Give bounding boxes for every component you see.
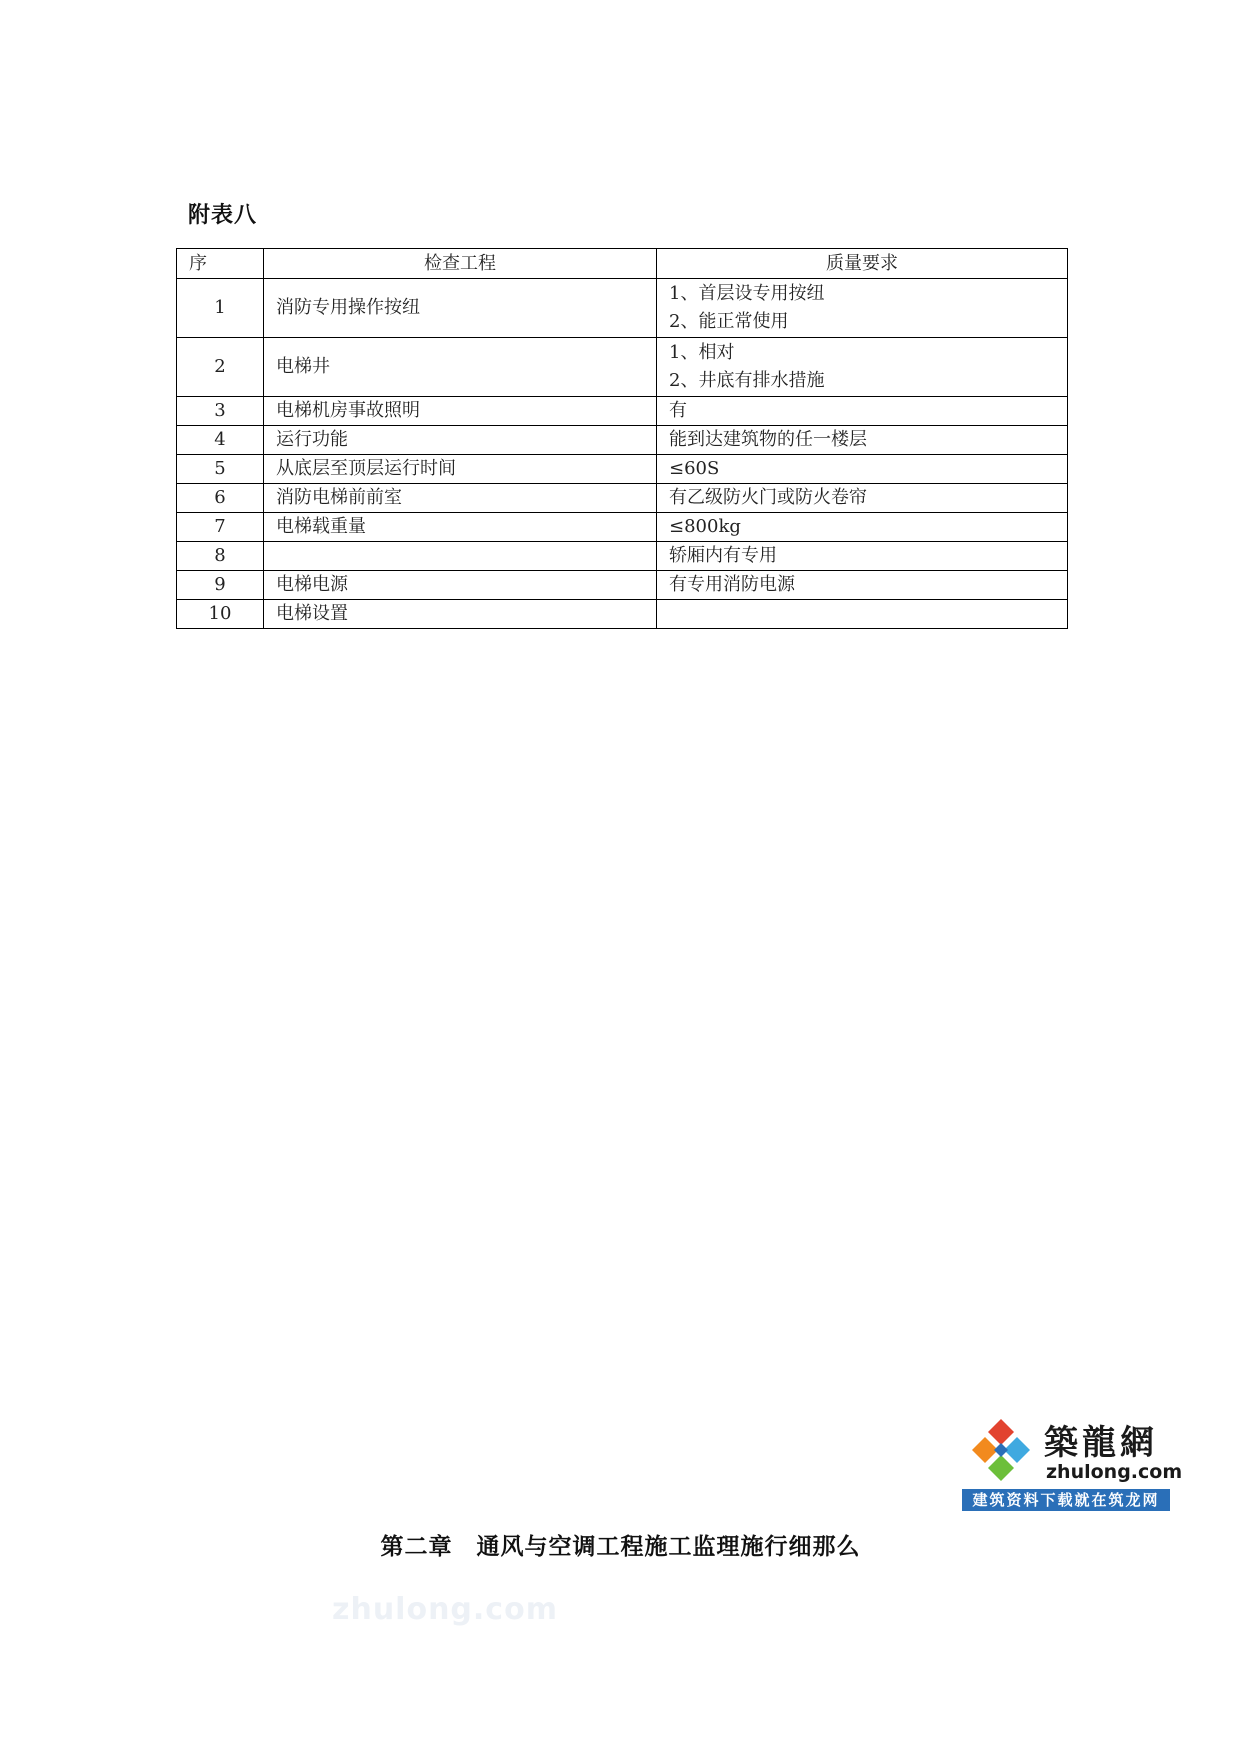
table-row xyxy=(177,455,1068,484)
cell-seq: 2 xyxy=(177,338,264,397)
cell-requirement: 有乙级防火门或防火卷帘 xyxy=(657,484,1068,513)
table-row xyxy=(177,571,1068,600)
header-seq: 序 xyxy=(177,249,264,279)
inspection-table xyxy=(176,248,1068,629)
requirement-line: 2、能正常使用 xyxy=(669,311,789,332)
cell-item: 电梯电源 xyxy=(264,571,657,600)
table-row xyxy=(177,513,1068,542)
cell-item: 电梯设置 xyxy=(264,600,657,629)
table-row xyxy=(177,397,1068,426)
cell-seq: 4 xyxy=(177,426,264,455)
cell-requirement: 轿厢内有专用 xyxy=(657,542,1068,571)
cell-seq: 7 xyxy=(177,513,264,542)
table-row xyxy=(177,338,1068,397)
cell-requirement: ≤800kg xyxy=(657,513,1068,542)
cell-seq: 1 xyxy=(177,279,264,338)
logo-name-en: zhulong.com xyxy=(1046,1461,1183,1483)
appendix-heading: 附表八 xyxy=(188,202,258,228)
cell-item: 运行功能 xyxy=(264,426,657,455)
table-row xyxy=(177,484,1068,513)
cell-seq: 8 xyxy=(177,542,264,571)
cell-requirement xyxy=(657,338,1068,397)
logo-name-cn: 築龍網 xyxy=(1044,1423,1158,1463)
cell-item: 消防专用操作按纽 xyxy=(264,279,657,338)
requirement-line: 2、井底有排水措施 xyxy=(669,370,825,391)
cell-requirement: 有专用消防电源 xyxy=(657,571,1068,600)
table-row xyxy=(177,426,1068,455)
table-header-row xyxy=(177,249,1068,279)
header-item: 检查工程 xyxy=(264,249,657,279)
logo-tagline: 建筑资料下载就在筑龙网 xyxy=(962,1489,1170,1511)
cell-item: 电梯井 xyxy=(264,338,657,397)
cell-requirement: ≤60S xyxy=(657,455,1068,484)
cell-seq: 6 xyxy=(177,484,264,513)
cell-item xyxy=(264,542,657,571)
cell-seq: 3 xyxy=(177,397,264,426)
cell-seq: 5 xyxy=(177,455,264,484)
cell-item: 消防电梯前前室 xyxy=(264,484,657,513)
cell-seq: 9 xyxy=(177,571,264,600)
table-row xyxy=(177,279,1068,338)
requirement-line: 1、首层设专用按纽 xyxy=(669,283,825,304)
cell-requirement: 有 xyxy=(657,397,1068,426)
cell-item: 从底层至顶层运行时间 xyxy=(264,455,657,484)
table-row xyxy=(177,600,1068,629)
cell-requirement: 能到达建筑物的任一楼层 xyxy=(657,426,1068,455)
zhulong-logo-icon xyxy=(968,1417,1034,1483)
cell-item: 电梯载重量 xyxy=(264,513,657,542)
cell-item: 电梯机房事故照明 xyxy=(264,397,657,426)
cell-requirement xyxy=(657,600,1068,629)
zhulong-logo xyxy=(962,1409,1183,1511)
requirement-line: 1、相对 xyxy=(669,342,735,363)
cell-requirement xyxy=(657,279,1068,338)
watermark-text: zhulong.com xyxy=(332,1592,558,1627)
table-row xyxy=(177,542,1068,571)
chapter-title: 第二章 通风与空调工程施工监理施行细那么 xyxy=(380,1533,861,1560)
header-requirement: 质量要求 xyxy=(657,249,1068,279)
cell-seq: 10 xyxy=(177,600,264,629)
